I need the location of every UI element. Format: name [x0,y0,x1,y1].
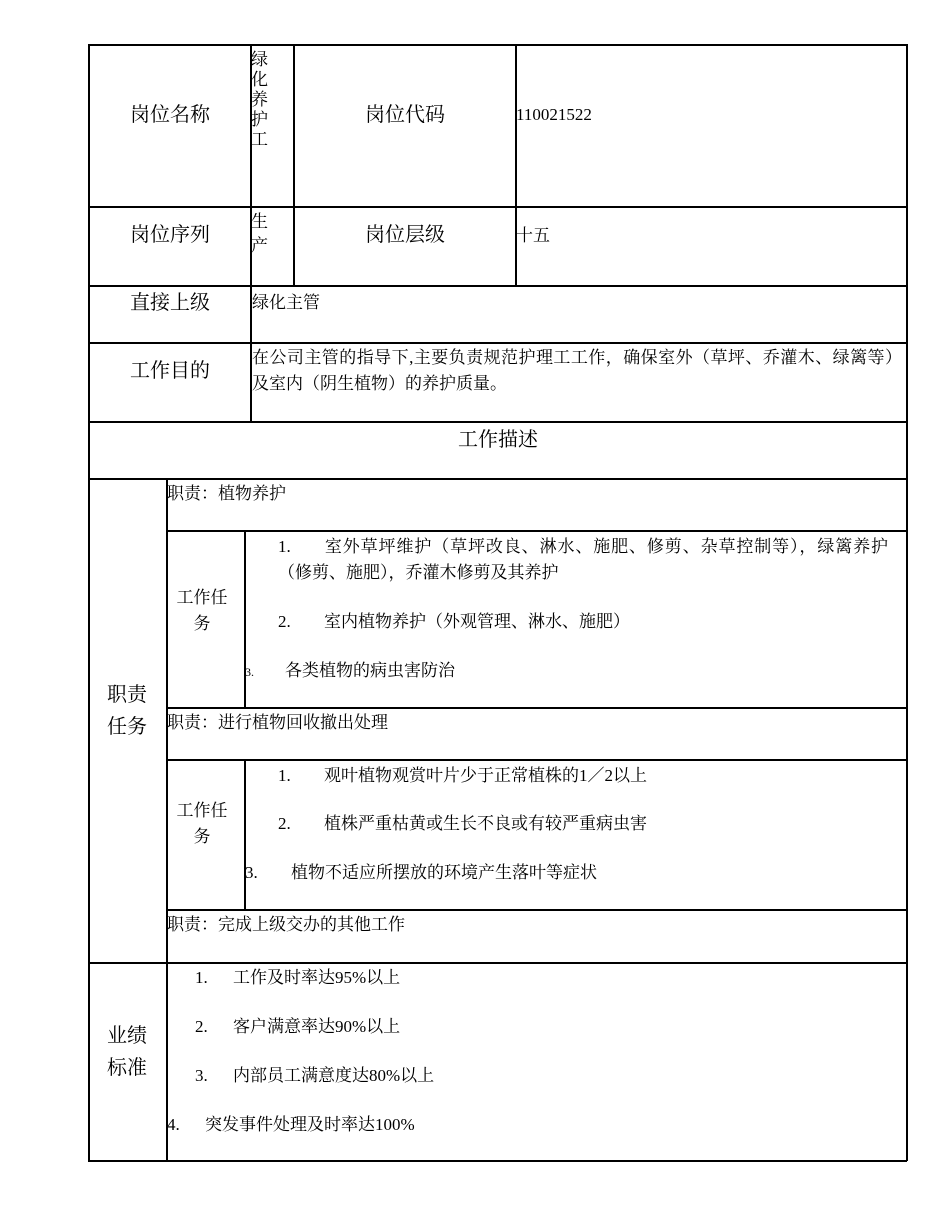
performance-item: 2. 客户满意率达90%以上 [195,1014,895,1040]
task-label: 工作任务 [176,801,228,846]
performance-number: 4. [167,1115,180,1134]
post-series-label: 岗位序列 [130,224,210,246]
post-name-value: 绿化养护工 [251,50,268,149]
work-description-title: 工作描述 [458,429,538,451]
superior-value: 绿化主管 [252,293,320,312]
task-item: 2. 室内植物养护（外观管理、淋水、施肥） [278,609,888,635]
performance-number: 2. [195,1017,208,1036]
performance-item: 1. 工作及时率达95%以上 [195,965,895,991]
task-number: 3. [245,665,254,679]
superior-label: 直接上级 [130,292,210,314]
post-code-label: 岗位代码 [365,104,445,126]
performance-number: 3. [195,1066,208,1085]
post-level-label: 岗位层级 [365,224,445,246]
post-name-label: 岗位名称 [130,104,210,126]
performance-label: 业绩标准 [107,1025,147,1079]
duty-heading: 职责：进行植物回收撤出处理 [167,713,388,732]
post-code-value: 110021522 [516,105,592,124]
performance-item: 3. 内部员工满意度达80%以上 [195,1063,895,1089]
duty-heading: 职责：完成上级交办的其他工作 [167,915,405,934]
task-item: 3. 各类植物的病虫害防治 [245,658,885,685]
task-number: 3. [245,863,258,882]
task-item: 3. 植物不适应所摆放的环境产生落叶等症状 [245,860,885,886]
post-level-value: 十五 [516,226,550,245]
task-item: 1. 观叶植物观赏叶片少于正常植株的1／2以上 [278,763,888,789]
performance-item: 4. 突发事件处理及时率达100% [167,1112,887,1138]
task-number: 2. [278,612,291,631]
task-number: 2. [278,814,291,833]
task-label: 工作任务 [176,588,228,633]
post-series-value: 生产 [251,212,268,255]
performance-number: 1. [195,968,208,987]
purpose-label: 工作目的 [130,360,210,382]
task-number: 1. [278,766,291,785]
purpose-value: 在公司主管的指导下,主要负责规范护理工工作，确保室外（草坪、乔灌木、绿篱等）及室内（阴生植物）的养护质量。 [252,348,902,393]
task-item: 1. 室外草坪维护（草坪改良、淋水、施肥、修剪、杂草控制等），绿篱养护（修剪、施肥），乔灌木修剪及其养护 [278,534,888,586]
task-item: 2. 植株严重枯黄或生长不良或有较严重病虫害 [278,811,888,837]
duty-heading: 职责：植物养护 [167,484,286,503]
task-number: 1. [278,537,291,556]
duties-label: 职责任务 [107,684,147,738]
